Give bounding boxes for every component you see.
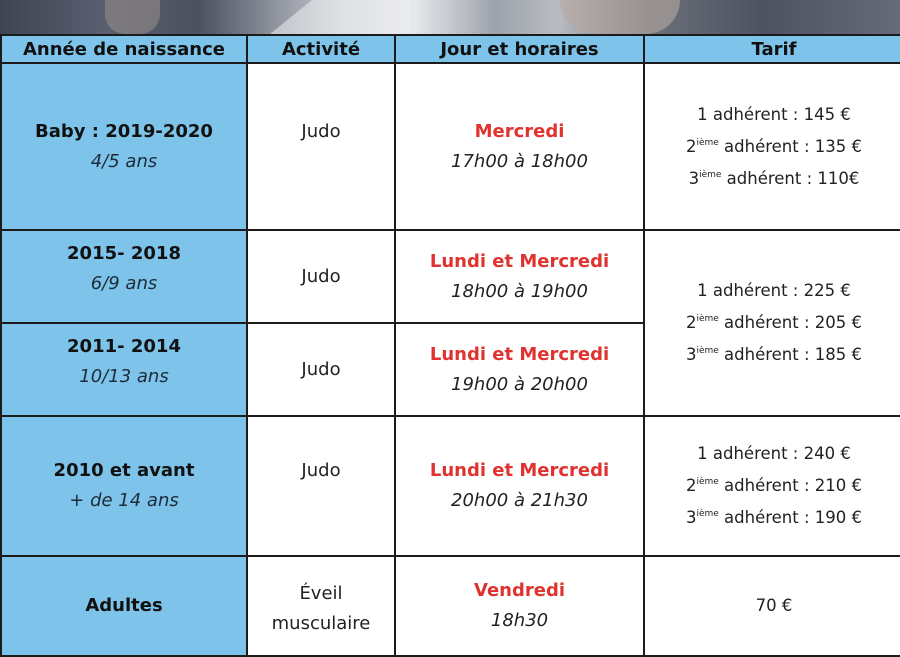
price-ordinal-suffix: ième [696, 137, 719, 148]
price-ordinal: 1 [697, 281, 708, 300]
price-ordinal: 3 [685, 508, 697, 527]
activity-line-2: musculaire [271, 613, 371, 634]
age-range: + de 14 ans [69, 490, 179, 511]
day: Lundi et Mercredi [429, 250, 610, 272]
price-ordinal: 1 [697, 104, 708, 124]
schedule-cell [395, 63, 644, 230]
table-row [1, 556, 900, 656]
price-ordinal-suffix: ième [696, 477, 719, 487]
schedule-cell [395, 230, 644, 323]
time: 20h00 à 21h30 [451, 490, 588, 511]
price-cell [644, 230, 900, 416]
day: Lundi et Mercredi [429, 343, 610, 365]
age-range: 6/9 ans [90, 272, 158, 294]
price-line [645, 277, 900, 305]
activity-cell [247, 230, 395, 323]
schedule-pricing-table [0, 34, 900, 657]
activity: Judo [301, 358, 341, 380]
price-label: adhérent : 110€ [721, 168, 860, 188]
table-row [1, 416, 900, 556]
table-row [1, 230, 900, 323]
price-cell [644, 556, 900, 656]
header-day-schedule: Jour et horaires [395, 35, 644, 63]
birth-year: Adultes [85, 595, 163, 616]
birth-year-cell [1, 556, 247, 656]
price-line [645, 101, 900, 129]
price-ordinal-suffix: ième [696, 509, 719, 519]
header-activity: Activité [247, 35, 395, 63]
schedule-cell [395, 556, 644, 656]
price-label: adhérent : 210 € [718, 476, 863, 495]
schedule-cell [395, 323, 644, 416]
price-ordinal-suffix: ième [696, 314, 719, 324]
price-ordinal-suffix: ième [699, 169, 722, 180]
price-label: adhérent : 225 € [707, 281, 851, 300]
price-line [645, 500, 900, 532]
time: 18h30 [490, 610, 549, 631]
price-label: adhérent : 240 € [707, 444, 851, 463]
age-range: 4/5 ans [90, 150, 158, 172]
table-header-row [1, 35, 900, 63]
header-photo-banner [0, 0, 900, 34]
price-ordinal: 2 [685, 313, 697, 332]
price-line [645, 161, 900, 193]
birth-year: Baby : 2019-2020 [35, 120, 213, 142]
photo-person-left [105, 0, 160, 34]
price-cell [644, 416, 900, 556]
day: Lundi et Mercredi [429, 460, 610, 481]
header-price: Tarif [644, 35, 900, 63]
price-line [645, 305, 900, 337]
activity-cell [247, 323, 395, 416]
price-ordinal-suffix: ième [696, 346, 719, 356]
activity: Judo [301, 120, 341, 142]
price-ordinal: 2 [685, 136, 697, 156]
price-label: adhérent : 145 € [707, 104, 851, 124]
birth-year-cell [1, 63, 247, 230]
price-line: 70 € [755, 596, 793, 615]
price-label: adhérent : 190 € [718, 508, 863, 527]
photo-person-right [560, 0, 680, 34]
price-ordinal: 3 [688, 168, 700, 188]
price-ordinal: 1 [697, 444, 708, 463]
birth-year-cell [1, 323, 247, 416]
time: 17h00 à 18h00 [451, 150, 588, 172]
schedule-cell [395, 416, 644, 556]
price-label: adhérent : 185 € [718, 345, 863, 364]
day: Vendredi [474, 580, 565, 601]
photo-highlight [270, 0, 410, 34]
day: Mercredi [474, 120, 565, 142]
age-range: 10/13 ans [79, 365, 169, 387]
activity-cell [247, 416, 395, 556]
activity-cell [247, 556, 395, 656]
price-label: adhérent : 135 € [718, 136, 863, 156]
birth-year: 2010 et avant [53, 460, 195, 481]
birth-year-cell [1, 416, 247, 556]
price-line [645, 440, 900, 468]
header-birth-year: Année de naissance [1, 35, 247, 63]
price-ordinal: 3 [685, 345, 697, 364]
time: 19h00 à 20h00 [451, 373, 588, 395]
price-cell [644, 63, 900, 230]
price-ordinal: 2 [685, 476, 697, 495]
price-line [645, 468, 900, 500]
birth-year: 2015- 2018 [67, 242, 181, 264]
price-line [645, 337, 900, 369]
birth-year: 2011- 2014 [67, 335, 181, 357]
activity-line-1: Éveil [299, 583, 343, 604]
time: 18h00 à 19h00 [451, 280, 588, 302]
activity: Judo [301, 265, 341, 287]
price-line [645, 129, 900, 161]
table-row [1, 63, 900, 230]
activity: Judo [301, 460, 341, 481]
birth-year-cell [1, 230, 247, 323]
activity-cell [247, 63, 395, 230]
price-label: adhérent : 205 € [718, 313, 863, 332]
